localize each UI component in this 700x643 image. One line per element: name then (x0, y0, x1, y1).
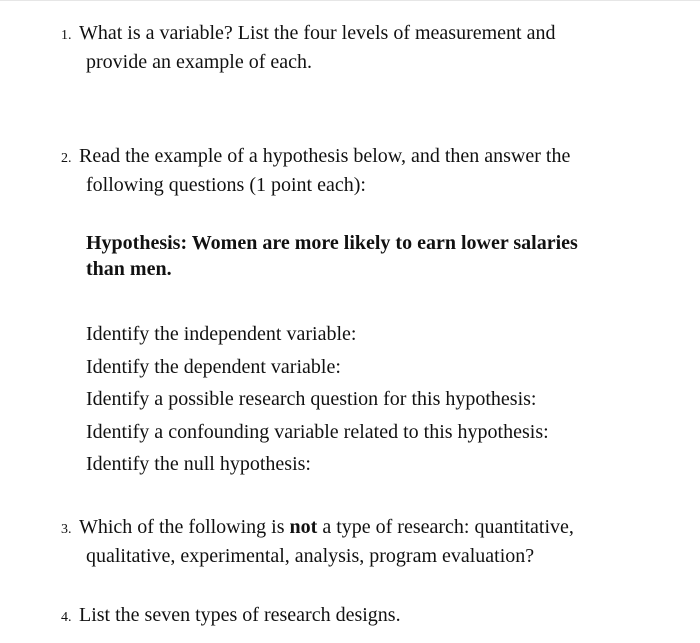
question-text-line: List the seven types of research designs. (79, 604, 401, 626)
question-text-line: provide an example of each. (86, 51, 313, 73)
question-text-line: What is a variable? List the four levels of measurement and (79, 22, 556, 44)
identify-item: Identify the null hypothesis: (86, 453, 311, 475)
page-top-border (0, 0, 700, 1)
question-3 (61, 514, 661, 569)
question-number: 4. (61, 610, 72, 625)
question-text-line: Read the example of a hypothesis below, and then answer the (79, 145, 571, 167)
emphasis-not: not (289, 516, 318, 538)
question-2 (61, 143, 661, 198)
question-text-line: a type of research: quantitative, (317, 516, 574, 538)
question-1 (61, 20, 661, 75)
hypothesis-line: Hypothesis: Women are more likely to earn lower salaries (86, 232, 578, 254)
question-text-line: qualitative, experimental, analysis, program evaluation? (86, 545, 535, 567)
identify-items-list (86, 318, 646, 481)
question-number: 1. (61, 28, 72, 43)
question-number: 2. (61, 151, 72, 166)
identify-item: Identify the dependent variable: (86, 355, 341, 378)
hypothesis-statement (86, 230, 646, 282)
identify-item: Identify the independent variable: (86, 323, 357, 345)
question-text-line: Which of the following is (79, 516, 290, 538)
question-number: 3. (61, 522, 72, 537)
hypothesis-line: than men. (86, 258, 172, 280)
identify-item: Identify a possible research question for this hypothesis: (86, 388, 537, 410)
question-4 (61, 602, 661, 631)
question-text-line: following questions (1 point each): (86, 174, 366, 196)
identify-item: Identify a confounding variable related to this hypothesis: (86, 420, 549, 443)
